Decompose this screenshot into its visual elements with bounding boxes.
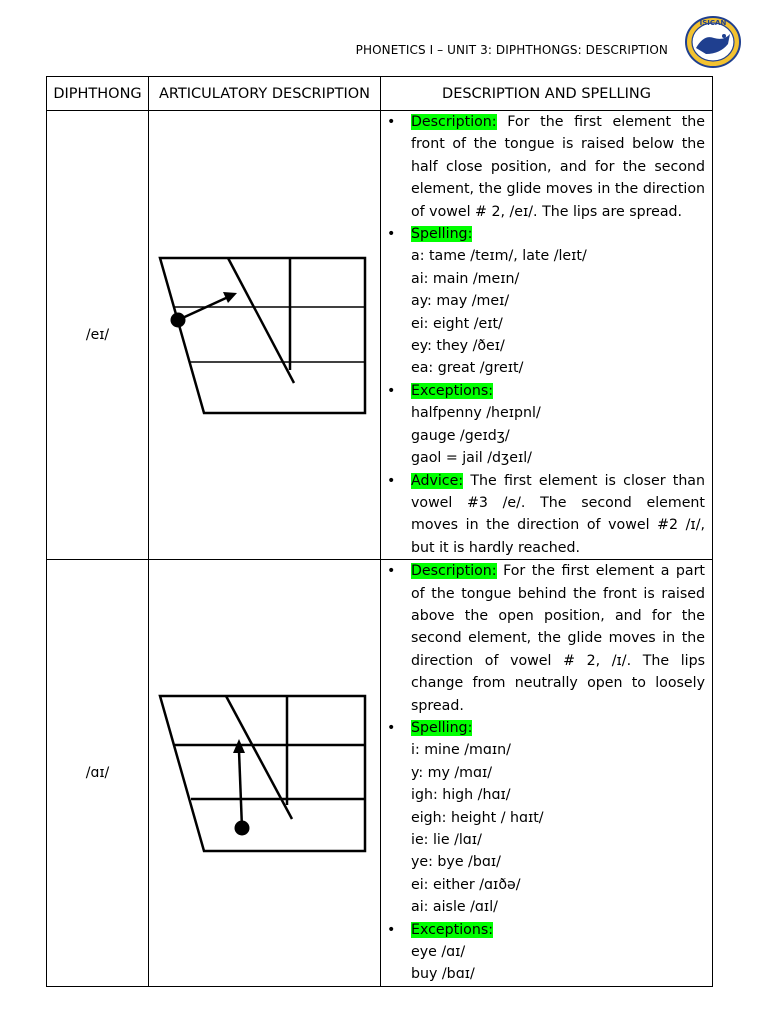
description-text: For the first element a part of the tongue behind the front is raised above the open position, and for the second element, the glide moves in the direction of vowel # 2, /ɪ/. The lips change from neutrally open to loosely spread. xyxy=(411,563,705,714)
exception-line: gaol = jail /dʒeɪl/ xyxy=(411,450,532,467)
description-item xyxy=(411,111,705,223)
advice-label: Advice: xyxy=(411,472,464,489)
exception-line: halfpenny /heɪpnl/ xyxy=(411,405,541,422)
exceptions-label: Exceptions: xyxy=(411,921,493,938)
spelling-label: Spelling: xyxy=(411,226,473,243)
description-label: Description: xyxy=(411,563,497,580)
spelling-item xyxy=(411,717,705,739)
spelling-line: ye: bye /bɑɪ/ xyxy=(411,854,501,871)
description-label: Description: xyxy=(411,114,497,130)
spelling-line: y: my /mɑɪ/ xyxy=(411,764,493,781)
spelling-line: ai: aisle /ɑɪl/ xyxy=(411,899,498,916)
svg-text:ISICAN: ISICAN xyxy=(699,19,727,27)
description-cell xyxy=(381,560,713,987)
spelling-line: i: mine /mɑɪn/ xyxy=(411,742,511,759)
spelling-label: Spelling: xyxy=(411,719,473,736)
spelling-line: ay: may /meɪ/ xyxy=(411,293,510,310)
page-header-title: PHONETICS I – UNIT 3: DIPHTHONGS: DESCRIPTION xyxy=(355,43,668,57)
table-row xyxy=(47,111,713,560)
column-header-description: DESCRIPTION AND SPELLING xyxy=(381,77,713,111)
exception-line: eye /ɑɪ/ xyxy=(411,944,466,961)
description-cell xyxy=(381,111,713,560)
exceptions-label: Exceptions: xyxy=(411,382,493,399)
spelling-line: ey: they /ðeɪ/ xyxy=(411,338,505,355)
exceptions-item xyxy=(411,380,705,402)
spelling-line: ie: lie /lɑɪ/ xyxy=(411,832,482,848)
institution-logo xyxy=(684,14,742,70)
spelling-line: ei: either /ɑɪðə/ xyxy=(411,876,521,893)
vowel-chart-diagram-ei xyxy=(157,255,371,415)
column-header-diphthong: DIPHTHONG xyxy=(47,77,149,111)
vowel-chart-diagram-ai xyxy=(157,693,371,853)
exception-line: gauge /geɪdʒ/ xyxy=(411,427,510,444)
diphthong-symbol: /ɑɪ/ xyxy=(47,560,149,987)
spelling-line: ei: eight /eɪt/ xyxy=(411,315,503,332)
articulatory-diagram-cell xyxy=(149,111,381,560)
spelling-line: ai: main /meɪn/ xyxy=(411,270,520,287)
exception-line: buy /bɑɪ/ xyxy=(411,966,475,983)
spelling-line: ea: great /greɪt/ xyxy=(411,360,524,377)
advice-item xyxy=(411,470,705,560)
spelling-line: eigh: height / hɑɪt/ xyxy=(411,809,544,826)
table-header-row xyxy=(47,77,713,111)
advice-text: The first element is closer than vowel #3 /e/. The second element moves in the direction of vowel #2 /ɪ/, but it is hardly reached. xyxy=(411,472,705,556)
diphthongs-table xyxy=(46,76,713,987)
articulatory-diagram-cell xyxy=(149,560,381,987)
diphthong-symbol: /eɪ/ xyxy=(47,111,149,560)
column-header-articulatory: ARTICULATORY DESCRIPTION xyxy=(149,77,381,111)
spelling-item xyxy=(411,223,705,245)
description-item xyxy=(411,560,705,717)
spelling-line: a: tame /teɪm/, late /leɪt/ xyxy=(411,248,587,265)
spelling-line: igh: high /hɑɪ/ xyxy=(411,787,511,804)
exceptions-item xyxy=(411,919,705,941)
table-row xyxy=(47,560,713,987)
description-text: For the first element the front of the tongue is raised below the half close position, and for the second element, the glide moves in the direction of vowel # 2, /eɪ/. The lips are spread. xyxy=(411,114,705,220)
